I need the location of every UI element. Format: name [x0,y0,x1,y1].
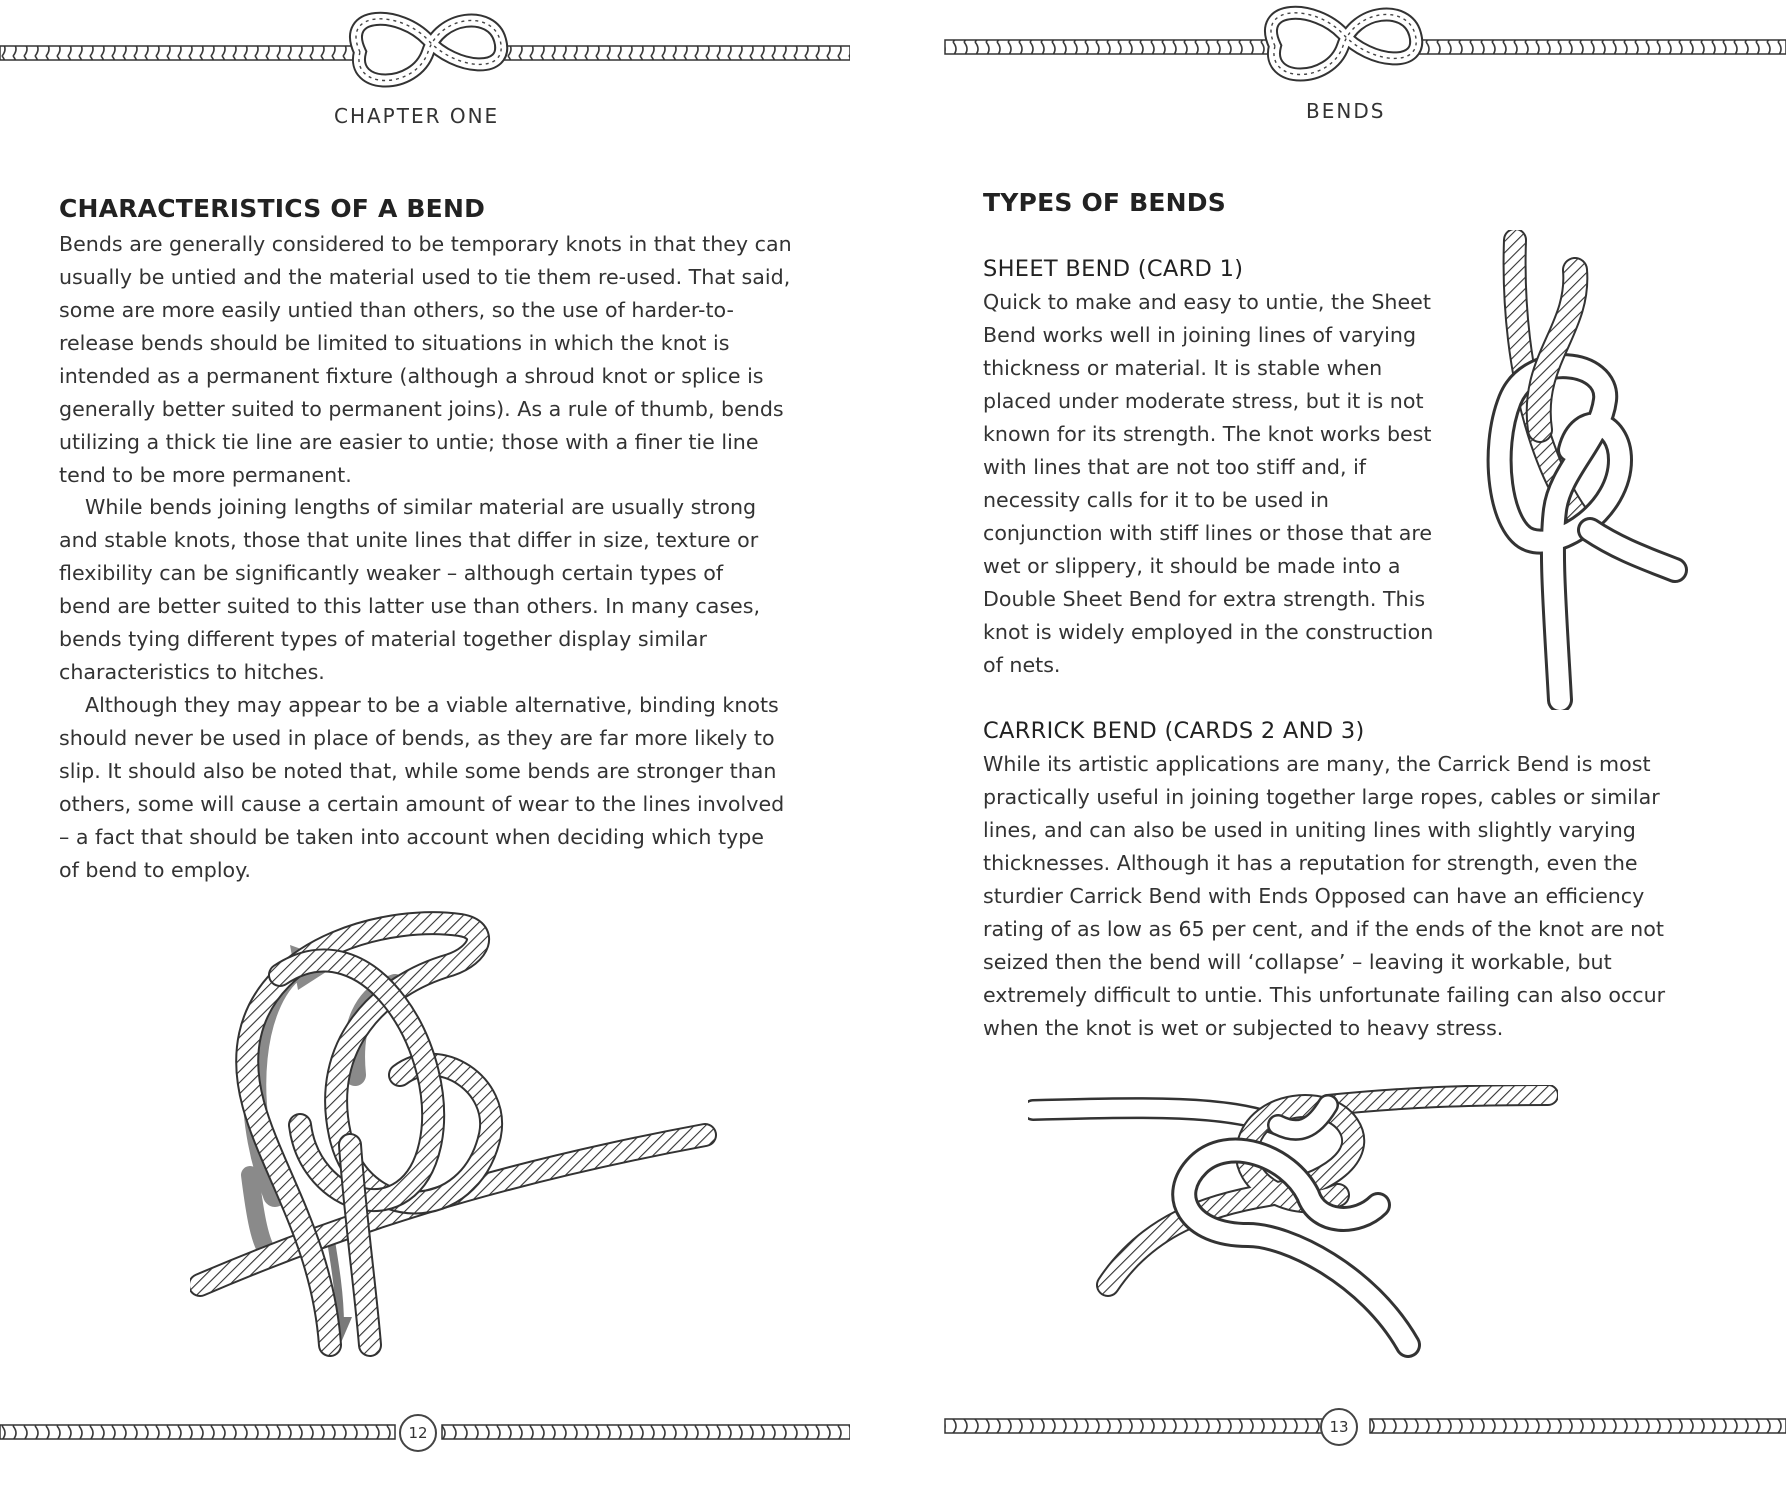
figure-eight-knot-icon [1271,13,1416,75]
sheet-bend-text: Quick to make and easy to untie, the Sheet Bend works well in joining lines of varying thickness or material. It is stable when placed under moderate stress, but it is not known for its strength. The knot works best with lines that are not too stiff and, if necessity calls for it to be used in conjunction with stiff lines or those that are wet or slippery, it should be made into a Double Sheet Bend for extra strength. This knot is widely employed in the construction of nets. [983,290,1434,677]
bend-with-arrows-illustration [190,905,730,1365]
top-rope-border [940,0,1786,100]
section-heading: TYPES OF BENDS [983,188,1226,217]
bottom-rope-border [940,1405,1786,1445]
sheet-bend-title: SHEET BEND (CARD 1) [983,256,1244,282]
section-heading: CHARACTERISTICS OF A BEND [59,194,486,223]
figure-eight-knot-icon [356,19,501,81]
page-number: 13 [1320,1408,1358,1446]
paragraph-2: While bends joining lengths of similar material are usually strong and stable knots, those that unite lines that differ in size, texture or flexibility can be significantly weaker – although certain types of bend are better suited to this latter use than others. In many cases, bends tying different types of material together display similar characteristics to hitches. [59,495,761,684]
carrick-bend-illustration [1028,1085,1558,1365]
carrick-bend-title: CARRICK BEND (CARDS 2 AND 3) [983,718,1365,744]
page-number: 12 [399,1414,437,1452]
paragraph-1: Bends are generally considered to be temporary knots in that they can usually be untied and the material used to tie them re-used. That said, some are more easily untied than others, so the use of harder-to-release bends should be limited to situations in which the knot is intended as a permanent fixture (although a shroud knot or splice is generally better suited to permanent joins). As a rule of thumb, bends utilizing a thick tie line are easier to untie; those with a finer tie line tend to be more permanent. [59,232,792,487]
carrick-bend-text: While its artistic applications are many, the Carrick Bend is most practically useful in joining together large ropes, cables or similar lines, and can also be used in uniting lines with slightly varying thicknesses. Although it has a reputation for strength, even the sturdier Carrick Bend with Ends Opposed can have an efficiency rating of as low as 65 per cent, and if the ends of the knot are not seized then the bend will ‘collapse’ – leaving it workable, but extremely difficult to untie. This unfortunate failing can also occur when the knot is wet or subjected to heavy stress. [983,752,1666,1040]
left-page [0,0,850,1500]
sheet-bend-illustration [1470,230,1700,710]
paragraph-3: Although they may appear to be a viable alternative, binding knots should never be used in place of bends, as they are far more likely to slip. It should also be noted that, while some bends are stronger than others, some will cause a certain amount of wear to the lines involved – a fact that should be taken into account when deciding which type of bend to employ. [59,693,785,882]
top-rope-border [0,0,850,100]
right-page [940,0,1786,1500]
running-head: CHAPTER ONE [334,104,500,128]
running-head: BENDS [1306,99,1386,123]
